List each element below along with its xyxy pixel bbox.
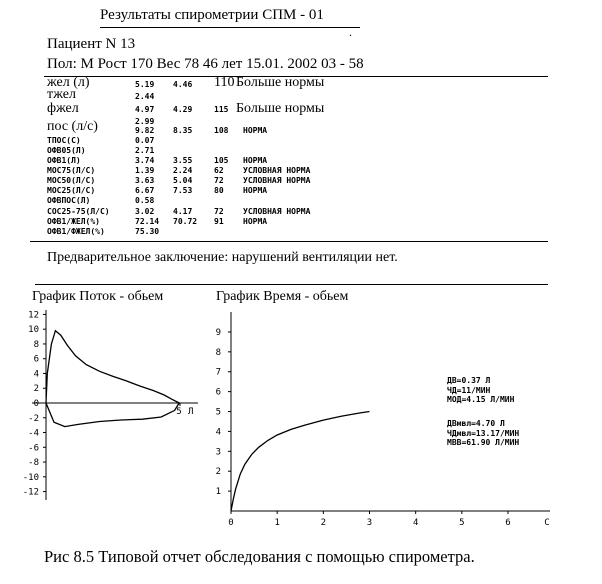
param-line: МВВ=61.90 Л/МИН xyxy=(447,438,520,447)
time-y-tick-label: 7 xyxy=(215,367,221,378)
title-dot: . xyxy=(349,25,352,39)
param-percent: 62 xyxy=(214,166,224,175)
flow-x-tick-label: 5 xyxy=(176,407,182,417)
time-x-tick-label: С xyxy=(544,518,550,528)
param-name: ТПОС(С) xyxy=(47,136,81,145)
param-line: МОД=4.15 Л/МИН xyxy=(447,395,515,404)
param-actual: 0.58 xyxy=(135,196,155,205)
flow-y-tick-label: -2 xyxy=(28,413,39,424)
param-actual: 0.07 xyxy=(135,136,155,145)
flow-volume-title: График Поток - обьем xyxy=(32,289,164,304)
time-volume-curve xyxy=(231,412,370,512)
param-name: ОФВПОС(Л) xyxy=(47,196,91,205)
time-x-tick-label: 4 xyxy=(412,518,419,528)
time-y-tick-label: 9 xyxy=(215,327,221,338)
param-percent: 105 xyxy=(214,156,229,165)
param-predicted: 2.24 xyxy=(173,166,193,175)
flow-x-unit: Л xyxy=(188,407,194,417)
time-y-tick-label: 6 xyxy=(215,387,221,398)
conclusion-divider xyxy=(35,284,548,285)
param-actual: 2.44 xyxy=(135,92,155,101)
time-x-tick-label: 2 xyxy=(320,518,327,528)
param-assessment: УСЛОВНАЯ НОРМА xyxy=(243,176,311,185)
flow-y-tick-label: -4 xyxy=(28,428,39,439)
title-underline xyxy=(100,27,360,28)
param-name: СОС25-75(Л/С) xyxy=(47,207,110,216)
param-actual: 4.97 xyxy=(135,105,155,114)
param-percent: 80 xyxy=(214,186,224,195)
time-x-tick-label: 3 xyxy=(366,518,373,528)
param-name: жел (л) xyxy=(47,75,90,90)
param-assessment: НОРМА xyxy=(243,217,268,226)
param-name: МОС50(Л/С) xyxy=(47,176,96,185)
param-percent: 110 xyxy=(214,75,235,90)
param-assessment: УСЛОВНАЯ НОРМА xyxy=(243,207,311,216)
ventilation-params xyxy=(447,376,514,405)
param-percent: 108 xyxy=(214,126,229,135)
time-x-tick-label: 1 xyxy=(274,518,280,528)
param-actual: 3.74 xyxy=(135,156,155,165)
flow-inspiration-curve xyxy=(46,403,182,427)
flow-y-tick-label: -6 xyxy=(28,443,39,454)
param-percent: 91 xyxy=(214,217,224,226)
time-y-tick-label: 8 xyxy=(215,347,221,358)
param-line: ЧДмвл=13.17/МИН xyxy=(447,428,520,438)
param-percent: 72 xyxy=(214,207,224,216)
param-actual: 3.02 xyxy=(135,207,155,216)
patient-line: Пациент N 13 xyxy=(47,36,136,52)
patient-info-line: Пол: М Рост 170 Вес 78 46 лет 15.01. 2002 03 - 58 xyxy=(47,56,364,72)
time-y-tick-label: 2 xyxy=(215,467,221,478)
param-actual: 6.67 xyxy=(135,186,155,195)
conclusion-text: Предварительное заключение: нарушений вентиляции нет. xyxy=(47,250,398,265)
param-name: ОФВ05(Л) xyxy=(47,146,86,155)
time-x-tick-label: 0 xyxy=(228,518,234,528)
param-predicted: 5.04 xyxy=(173,176,193,185)
time-y-tick-label: 3 xyxy=(215,447,221,458)
param-percent: 72 xyxy=(214,176,224,185)
time-y-tick-label: 5 xyxy=(215,407,221,418)
param-predicted: 4.17 xyxy=(173,207,193,216)
param-name: пос (л/с) xyxy=(47,119,98,134)
flow-y-tick-label: 6 xyxy=(33,354,39,365)
param-actual: 9.82 xyxy=(135,126,155,135)
report-title: Результаты спирометрии СПМ - 01 xyxy=(100,7,324,23)
param-predicted: 3.55 xyxy=(173,156,193,165)
param-predicted: 70.72 xyxy=(173,217,198,226)
flow-y-tick-label: 10 xyxy=(28,325,39,336)
figure-caption: Рис 8.5 Типовой отчет обследования с помощью спирометра. xyxy=(44,547,475,566)
param-name: МОС75(Л/С) xyxy=(47,166,96,175)
param-name: МОС25(Л/С) xyxy=(47,186,96,195)
param-actual: 2.71 xyxy=(135,146,155,155)
param-predicted: 8.35 xyxy=(173,126,193,135)
param-name: ОФВ1/ЖЕЛ(%) xyxy=(47,217,100,226)
param-line: ЧД=11/МИН xyxy=(447,385,491,395)
flow-expiration-curve xyxy=(46,331,179,403)
flow-y-tick-label: -8 xyxy=(28,458,39,469)
param-predicted: 4.46 xyxy=(173,80,193,89)
flow-y-tick-label: 8 xyxy=(33,339,39,350)
param-line: ДВ=0.37 Л xyxy=(447,376,491,385)
param-actual: 2.99 xyxy=(135,117,155,126)
param-assessment: НОРМА xyxy=(243,156,268,165)
flow-y-tick-label: 2 xyxy=(33,384,39,395)
table-divider xyxy=(30,241,548,242)
mvv-params xyxy=(447,419,519,448)
flow-volume-chart xyxy=(0,300,200,540)
param-predicted: 4.29 xyxy=(173,105,193,114)
param-predicted: 7.53 xyxy=(173,186,193,195)
param-name: фжел xyxy=(47,101,79,116)
time-y-tick-label: 1 xyxy=(215,487,221,498)
flow-y-tick-label: 0 xyxy=(33,399,39,409)
param-assessment: УСЛОВНАЯ НОРМА xyxy=(243,166,311,175)
flow-y-tick-label: -10 xyxy=(22,472,39,483)
param-assessment: НОРМА xyxy=(243,186,268,195)
time-x-tick-label: 5 xyxy=(459,518,465,528)
time-volume-title: График Время - обьем xyxy=(216,289,349,304)
flow-y-tick-label: -12 xyxy=(22,487,39,498)
param-line: ДВмвл=4.70 Л xyxy=(447,419,505,428)
param-assessment: Больше нормы xyxy=(236,101,325,116)
param-assessment: НОРМА xyxy=(243,126,268,135)
time-x-tick-label: 6 xyxy=(505,518,511,528)
param-name: ОФВ1/ФЖЕЛ(%) xyxy=(47,227,105,236)
flow-y-tick-label: 12 xyxy=(28,310,39,321)
time-y-tick-label: 4 xyxy=(215,427,221,438)
param-actual: 3.63 xyxy=(135,176,155,185)
param-actual: 75.30 xyxy=(135,227,160,236)
param-percent: 115 xyxy=(214,105,229,114)
param-assessment: Больше нормы xyxy=(236,75,325,90)
param-name: ОФВ1(Л) xyxy=(47,156,81,165)
param-actual: 5.19 xyxy=(135,80,155,89)
param-actual: 72.14 xyxy=(135,217,160,226)
flow-y-tick-label: 4 xyxy=(33,369,39,380)
param-name: тжел xyxy=(47,87,76,102)
param-actual: 1.39 xyxy=(135,166,155,175)
